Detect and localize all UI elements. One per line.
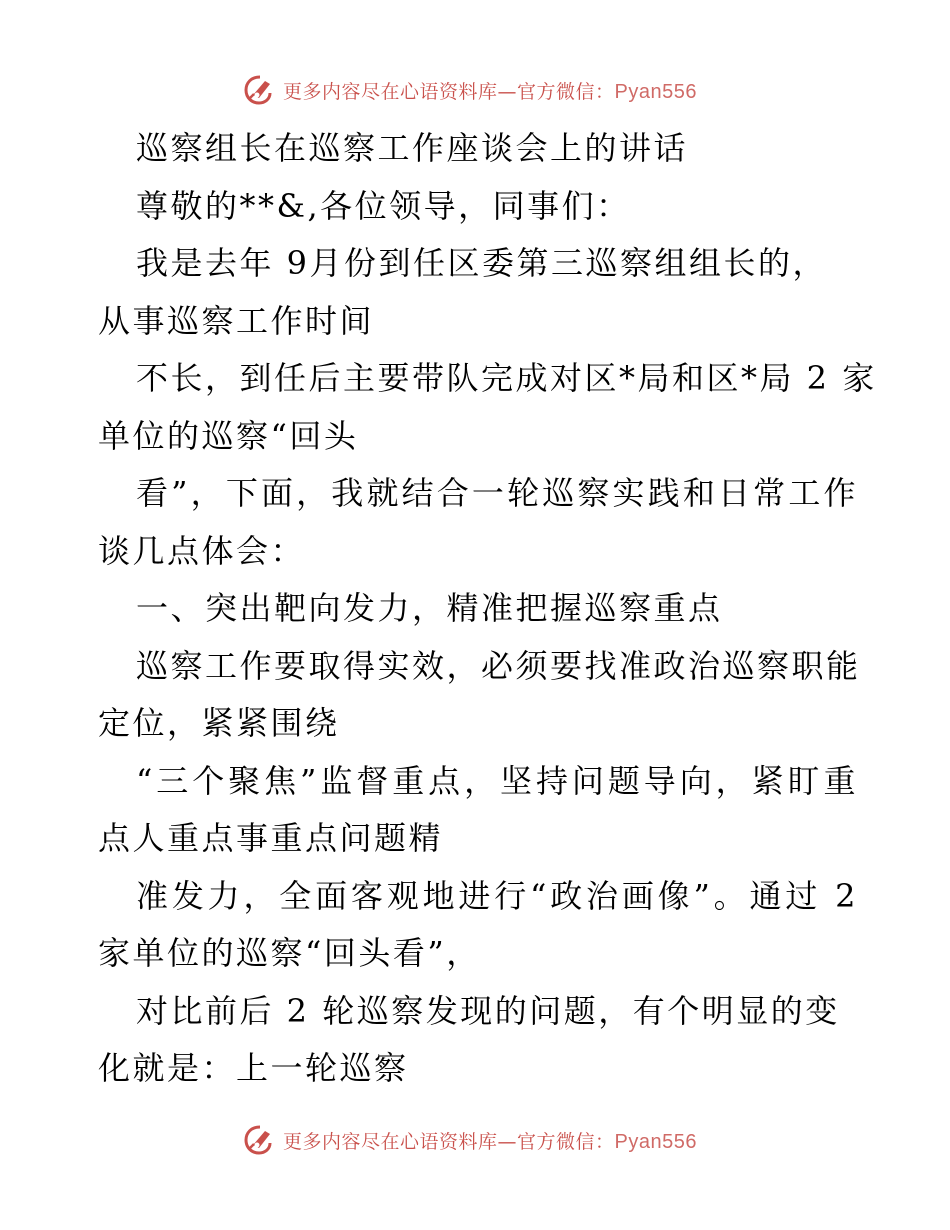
paragraph-line: 巡察工作要取得实效，必须要找准政治巡察职能 <box>136 646 861 685</box>
watermark-wechat-id: Pyan556 <box>614 80 697 103</box>
watermark-text <box>283 1127 697 1154</box>
paragraph-line: 定位，紧紧围绕 <box>98 704 340 742</box>
paragraph-line: 从事巡察工作时间 <box>98 301 375 340</box>
section-heading: 一、突出靶向发力，精准把握巡察重点 <box>136 589 723 627</box>
watermark-wechat-label: 官方微信： <box>517 1130 615 1153</box>
pen-nib-swirl-icon <box>243 1123 277 1157</box>
watermark-dash: — <box>497 1130 518 1153</box>
watermark-wechat-label: 官方微信： <box>517 80 615 103</box>
paragraph-line: 点人重点事重点问题精 <box>98 819 444 857</box>
watermark-banner-top <box>0 70 950 110</box>
paragraph-line: 我是去年 9月份到任区委第三巡察组组长的， <box>136 244 828 282</box>
paragraph-line: 准发力，全面客观地进行“政治画像”。通过 2 <box>136 876 858 915</box>
watermark-text <box>283 77 697 104</box>
paragraph-line: 谈几点体会： <box>98 531 306 570</box>
paragraph-line: 化就是：上一轮巡察 <box>98 1049 409 1087</box>
paragraph-line: 单位的巡察“回头 <box>98 416 359 455</box>
paragraph-line: 对比前后 2 轮巡察发现的问题，有个明显的变 <box>136 991 840 1030</box>
watermark-brand: 更多内容尽在心语资料库 <box>283 1130 498 1153</box>
paragraph-line: 不长，到任后主要带队完成对区*局和区*局 2 家 <box>136 359 877 397</box>
watermark-dash: — <box>497 80 518 103</box>
document-title: 巡察组长在巡察工作座谈会上的讲话 <box>136 129 689 167</box>
watermark-wechat-id: Pyan556 <box>614 1130 697 1153</box>
paragraph-line: “三个聚焦”监督重点，坚持问题导向，紧盯重 <box>136 761 858 800</box>
salutation: 尊敬的**&,各位领导，同事们： <box>136 186 631 225</box>
document-body <box>98 120 877 1098</box>
watermark-brand: 更多内容尽在心语资料库 <box>283 80 498 103</box>
pen-nib-swirl-icon <box>243 73 277 107</box>
paragraph-line: 家单位的巡察“回头看”， <box>98 934 481 972</box>
paragraph-line: 看”，下面，我就结合一轮巡察实践和日常工作 <box>136 474 858 512</box>
watermark-banner-bottom <box>0 1120 950 1160</box>
